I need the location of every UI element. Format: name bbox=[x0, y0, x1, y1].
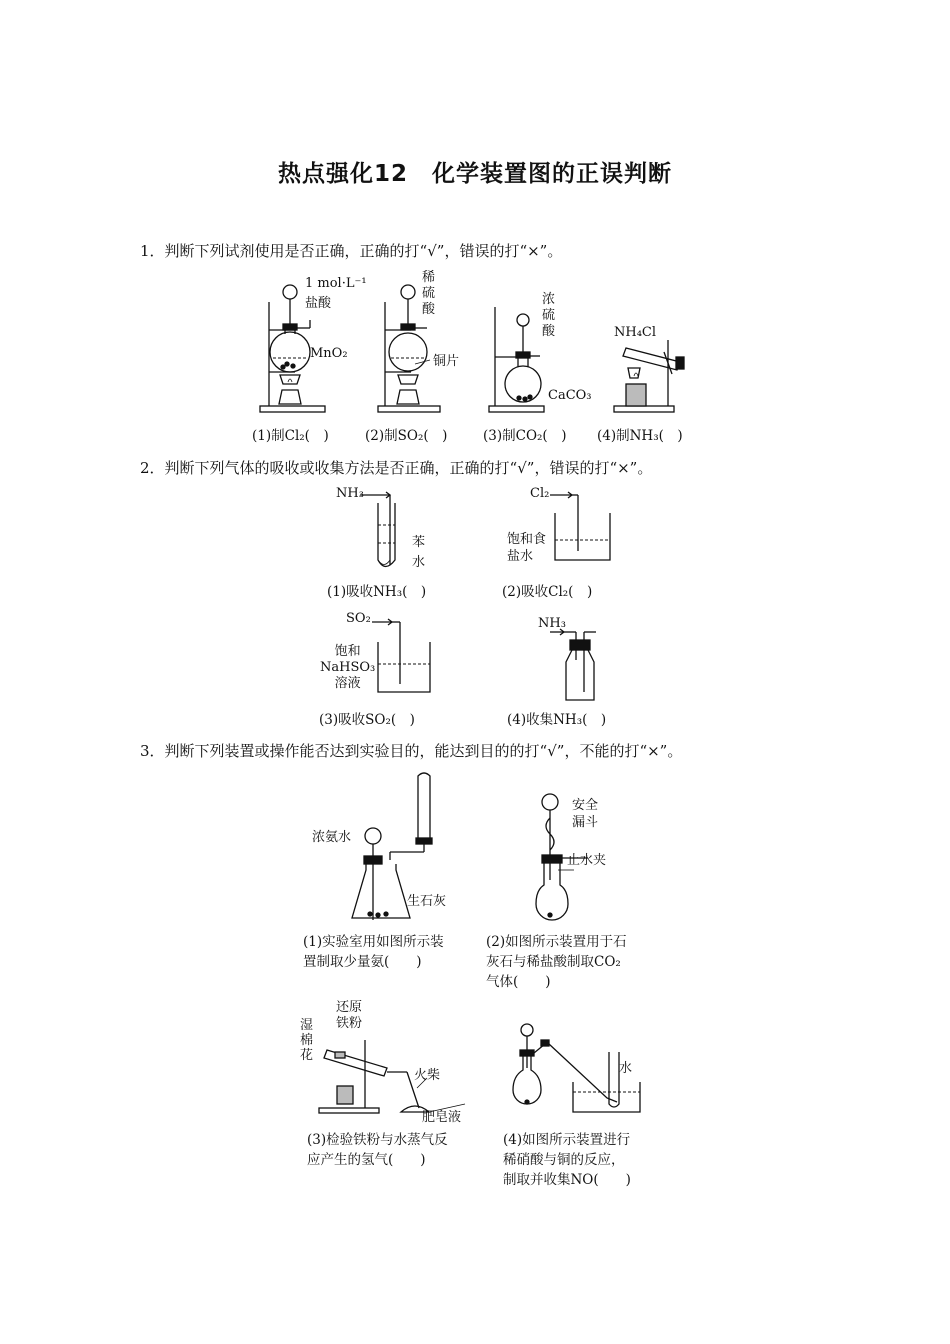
apparatus-co2 bbox=[485, 302, 545, 417]
label-dilute-h2so4: 稀 硫 酸 bbox=[422, 270, 436, 317]
caption-1-4: (4)制NH₃( ) bbox=[597, 428, 683, 444]
label-wet-cotton: 湿 棉 花 bbox=[300, 1018, 314, 1063]
label-nh3-2: NH₃ bbox=[538, 616, 566, 631]
apparatus-nh3 bbox=[610, 330, 690, 418]
label-clip: 止水夹 bbox=[567, 853, 607, 868]
label-water-2: 水 bbox=[619, 1061, 633, 1076]
label-mno2: MnO₂ bbox=[310, 346, 348, 361]
label-hcl: 1 mol·L⁻¹ bbox=[305, 276, 367, 291]
question-3-stem: 3．判断下列装置或操作能否达到实验目的，能达到目的的打“√”，不能的打“×”。 bbox=[140, 742, 683, 760]
beaker-nahso3 bbox=[370, 612, 440, 697]
label-nh4cl: NH₄Cl bbox=[614, 325, 657, 340]
label-water-1: 水 bbox=[412, 555, 426, 570]
caption-3-3: (3)检验铁粉与水蒸气反 应产生的氢气( ) bbox=[307, 1132, 448, 1168]
apparatus-so2 bbox=[375, 272, 465, 417]
caption-2-2: (2)吸收Cl₂( ) bbox=[502, 584, 593, 600]
caption-2-4: (4)收集NH₃( ) bbox=[507, 712, 607, 728]
caption-1-3: (3)制CO₂( ) bbox=[483, 428, 567, 444]
question-2-stem: 2．判断下列气体的吸收或收集方法是否正确，正确的打“√”，错误的打“×”。 bbox=[140, 459, 653, 477]
caption-1-1: (1)制Cl₂( ) bbox=[252, 428, 329, 444]
caption-3-4: (4)如图所示装置进行 稀硝酸与铜的反应， 制取并收集NO( ) bbox=[503, 1132, 631, 1188]
beaker-brine bbox=[550, 485, 620, 570]
caption-1-2: (2)制SO₂( ) bbox=[365, 428, 448, 444]
label-cl2: Cl₂ bbox=[530, 486, 550, 501]
label-safety-funnel: 安全 漏斗 bbox=[572, 798, 599, 830]
caption-3-1: (1)实验室用如图所示装 置制取少量氨( ) bbox=[303, 934, 444, 970]
label-soap: 肥皂液 bbox=[422, 1110, 462, 1125]
label-conc-h2so4: 浓 硫 酸 bbox=[542, 292, 556, 339]
test-tube-benzene-water bbox=[360, 485, 410, 575]
label-caco3: CaCO₃ bbox=[548, 388, 592, 403]
label-brine: 饱和食 盐水 bbox=[507, 532, 547, 564]
label-nahso3: 饱和 NaHSO₃ 溶液 bbox=[320, 644, 376, 691]
caption-2-1: (1)吸收NH₃( ) bbox=[327, 584, 427, 600]
caption-2-3: (3)吸收SO₂( ) bbox=[319, 712, 415, 728]
label-benzene: 苯 bbox=[412, 535, 426, 550]
caption-3-2: (2)如图所示装置用于石 灰石与稀盐酸制取CO₂ 气体( ) bbox=[486, 934, 627, 990]
label-ammonia: 浓氨水 bbox=[312, 830, 352, 845]
question-1-stem: 1．判断下列试剂使用是否正确，正确的打“√”，错误的打“×”。 bbox=[140, 242, 563, 260]
label-lime: 生石灰 bbox=[407, 894, 447, 909]
label-match: 火柴 bbox=[414, 1068, 441, 1083]
label-so2: SO₂ bbox=[346, 611, 371, 626]
label-iron-powder: 还原 铁粉 bbox=[336, 1000, 363, 1031]
page-title: 热点强化12 化学装置图的正误判断 bbox=[277, 161, 672, 187]
label-copper: 铜片 bbox=[433, 354, 460, 369]
label-nh3-1: NH₃ bbox=[336, 486, 364, 501]
label-hcl-2: 盐酸 bbox=[305, 296, 332, 311]
